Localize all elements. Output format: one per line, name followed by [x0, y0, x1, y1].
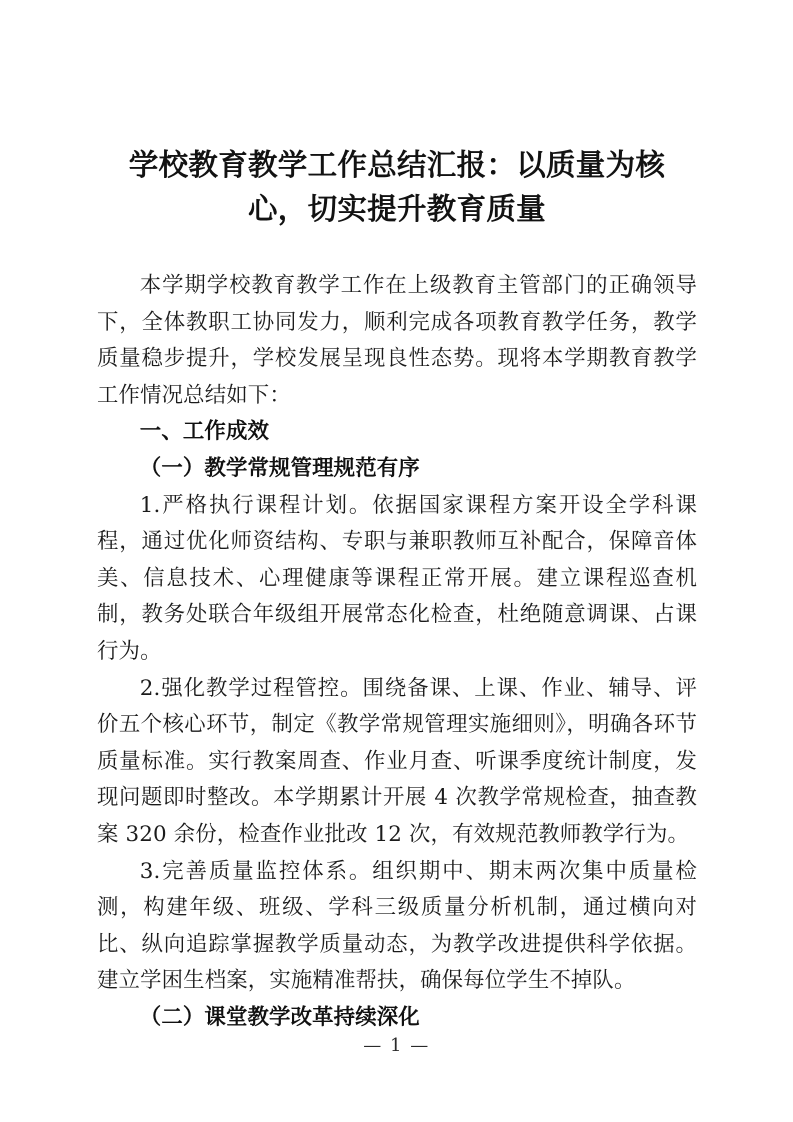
body-paragraph: 1.严格执行课程计划。依据国家课程方案开设全学科课程，通过优化师资结构、专职与兼职教师互补配合，保障音体美、信息技术、心理健康等课程正常开展。建立课程巡查机制，教务处联合年级组开展常态化检查，杜绝随意调课、占课行为。 — [97, 492, 697, 664]
page-number-footer: — 1 — — [363, 1035, 430, 1056]
section-heading: 一、工作成效 — [139, 419, 270, 445]
section-heading: （二）课堂教学改革持续深化 — [139, 1004, 420, 1030]
section-heading: （一）教学常规管理规范有序 — [139, 455, 420, 481]
body-paragraph: 本学期学校教育教学工作在上级教育主管部门的正确领导下，全体教职工协同发力，顺利完成各项教育教学任务，教学质量稳步提升，学校发展呈现良性态势。现将本学期教育教学工作情况总结如下： — [97, 273, 697, 408]
page-title: 学校教育教学工作总结汇报：以质量为核 心，切实提升教育质量 — [128, 148, 666, 226]
document-body — [97, 268, 697, 1036]
body-paragraph: 3.完善质量监控体系。组织期中、期末两次集中质量检测，构建年级、班级、学科三级质量分析机制，通过横向对比、纵向追踪掌握教学质量动态，为教学改进提供科学依据。建立学困生档案，实施精准帮扶，确保每位学生不掉队。 — [97, 858, 697, 994]
body-paragraph: 2.强化教学过程管控。围绕备课、上课、作业、辅导、评价五个核心环节，制定《教学常规管理实施细则》，明确各环节质量标准。实行教案周查、作业月查、听课季度统计制度，发现问题即时整改。本学期累计开展 4 次教学常规检查，抽查教案 320 余份，检查作业批改 12 次，有效规范教师教学行为。 — [97, 675, 697, 847]
